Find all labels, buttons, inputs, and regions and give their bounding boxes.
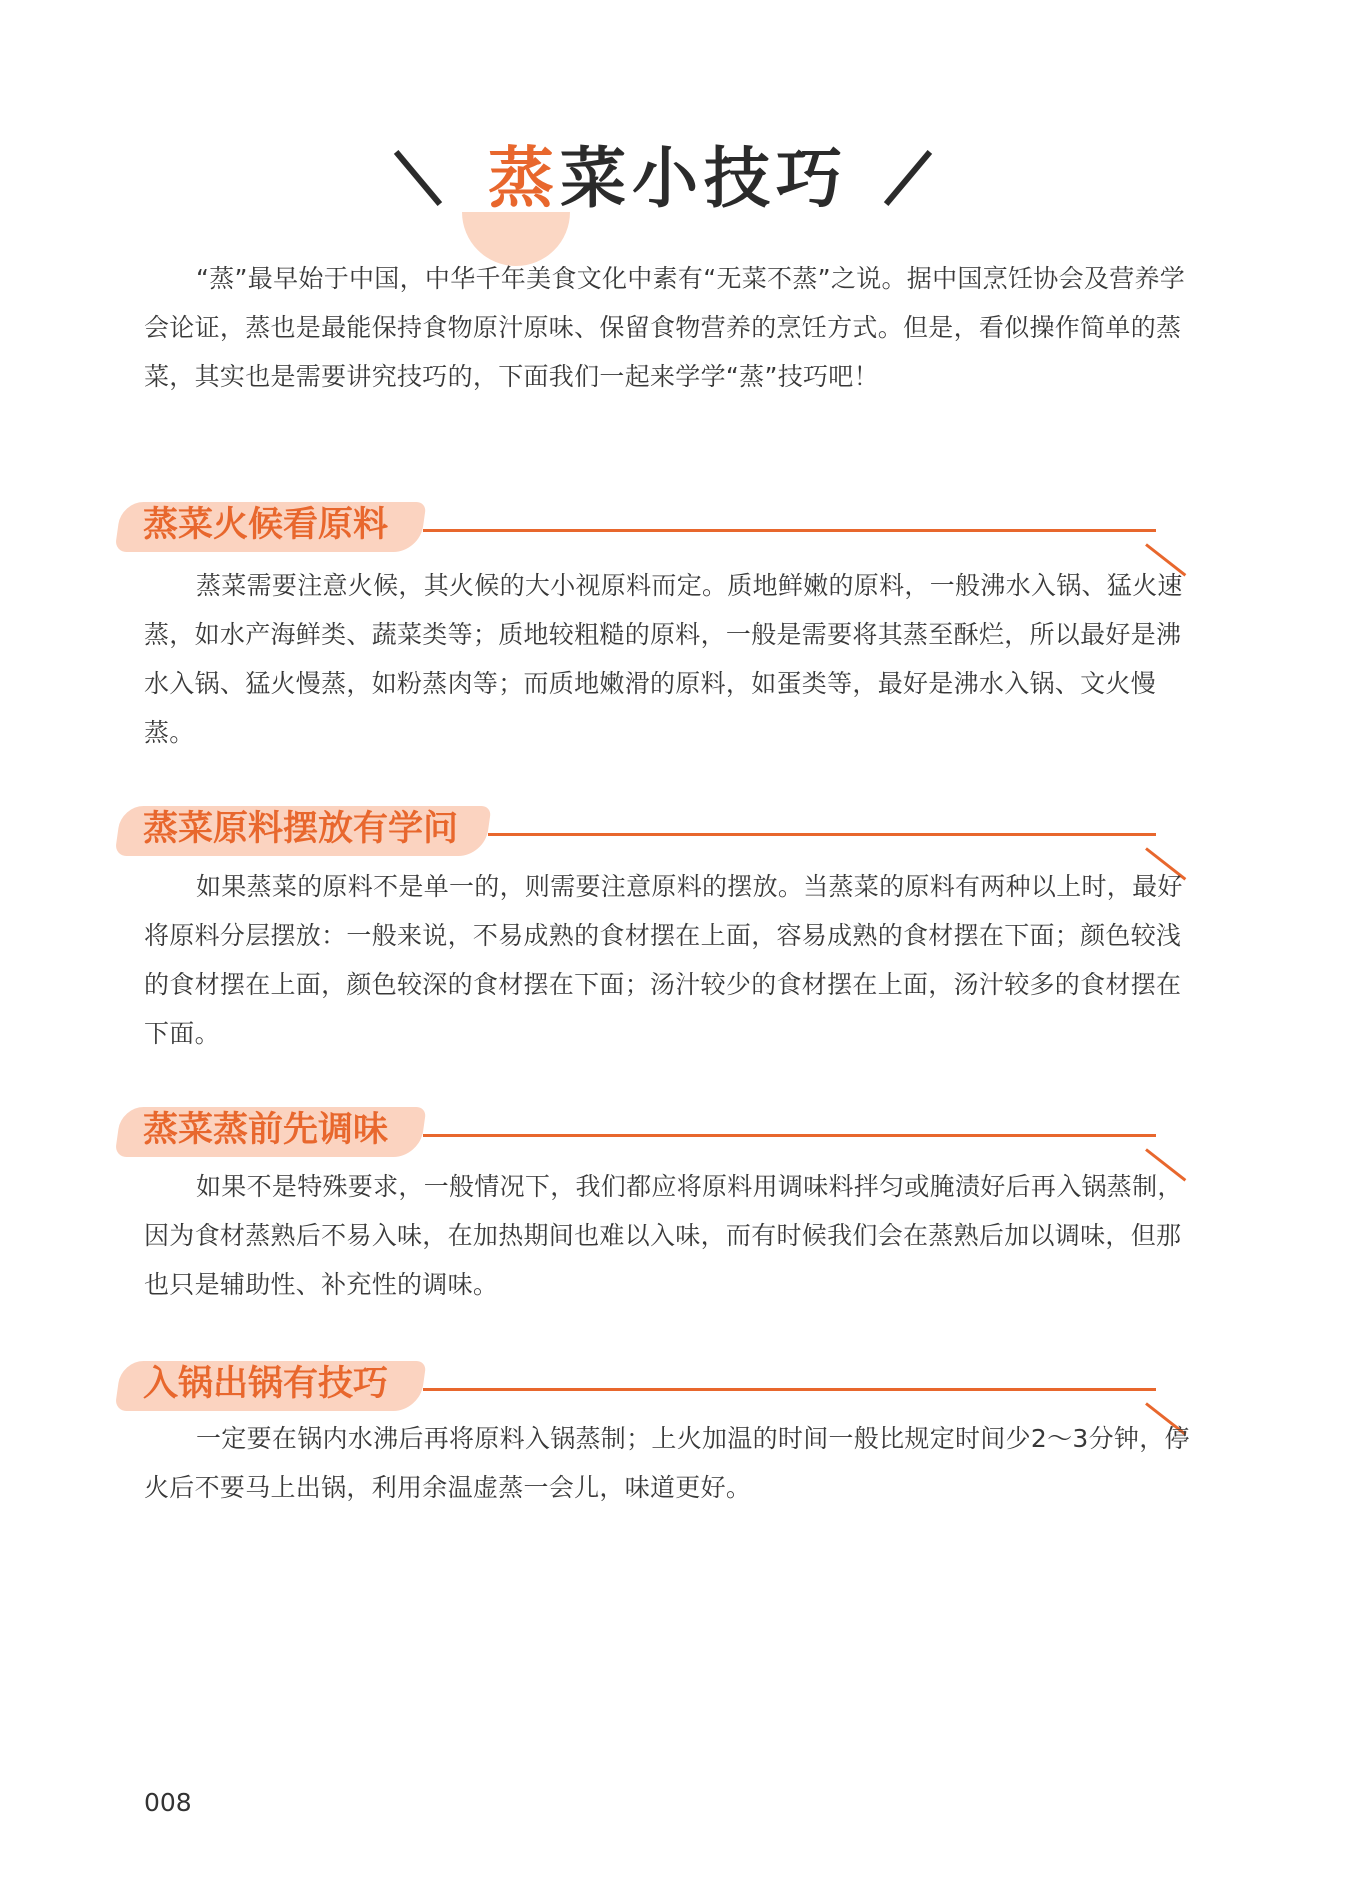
section-body-1: 蒸菜需要注意火候，其火候的大小视原料而定。质地鲜嫩的原料，一般沸水入锅、猛火速蒸，如水产海鲜类、蔬菜类等；质地较粗糙的原料，一般是需要将其蒸至酥烂，所以最好是沸水入锅、猛火慢蒸，如粉蒸肉等；而质地嫩滑的原料，如蛋类等，最好是沸水入锅、文火慢蒸。 <box>144 571 1183 747</box>
section-heading-2 <box>118 798 1198 868</box>
section-body-4: 一定要在锅内水沸后再将原料入锅蒸制；上火加温的时间一般比规定时间少2～3分钟，停火后不要马上出锅，利用余温虚蒸一会儿，味道更好。 <box>144 1424 1190 1502</box>
section-title: 入锅出锅有技巧 <box>143 1364 389 1404</box>
title-right-slash <box>884 150 932 206</box>
title-accent-char: 蒸 <box>488 139 560 217</box>
page-number: 008 <box>144 1788 192 1817</box>
section-body-2: 如果蒸菜的原料不是单一的，则需要注意原料的摆放。当蒸菜的原料有两种以上时，最好将原料分层摆放：一般来说，不易成熟的食材摆在上面，容易成熟的食材摆在下面；颜色较浅的食材摆在上面，颜色较深的食材摆在下面；汤汁较少的食材摆在上面，汤汁较多的食材摆在下面。 <box>144 872 1183 1048</box>
section-heading-4 <box>118 1353 1198 1423</box>
section-title: 蒸菜原料摆放有学问 <box>143 809 459 849</box>
heading-rule <box>423 529 1156 532</box>
section-title: 蒸菜火候看原料 <box>143 505 389 545</box>
title-rest: 菜小技巧 <box>560 139 848 217</box>
heading-rule <box>423 1388 1156 1391</box>
intro-paragraph: “蒸”最早始于中国，中华千年美食文化中素有“无菜不蒸”之说。据中国烹饪协会及营养学会论证，蒸也是最能保持食物原汁原味、保留食物营养的烹饪方式。但是，看似操作简单的蒸菜，其实也是需要讲究技巧的，下面我们一起来学学“蒸”技巧吧！ <box>144 264 1186 391</box>
heading-rule <box>423 1134 1156 1137</box>
section-heading-3 <box>118 1099 1198 1169</box>
section-title: 蒸菜蒸前先调味 <box>143 1110 389 1150</box>
title-block <box>0 130 1346 240</box>
section-heading-1 <box>118 494 1198 564</box>
title-left-slash <box>394 150 442 206</box>
section-body-3: 如果不是特殊要求，一般情况下，我们都应将原料用调味料拌匀或腌渍好后再入锅蒸制，因为食材蒸熟后不易入味，在加热期间也难以入味，而有时候我们会在蒸熟后加以调味，但那也只是辅助性、补充性的调味。 <box>144 1172 1183 1299</box>
heading-rule <box>488 833 1156 836</box>
page-title <box>488 138 848 218</box>
